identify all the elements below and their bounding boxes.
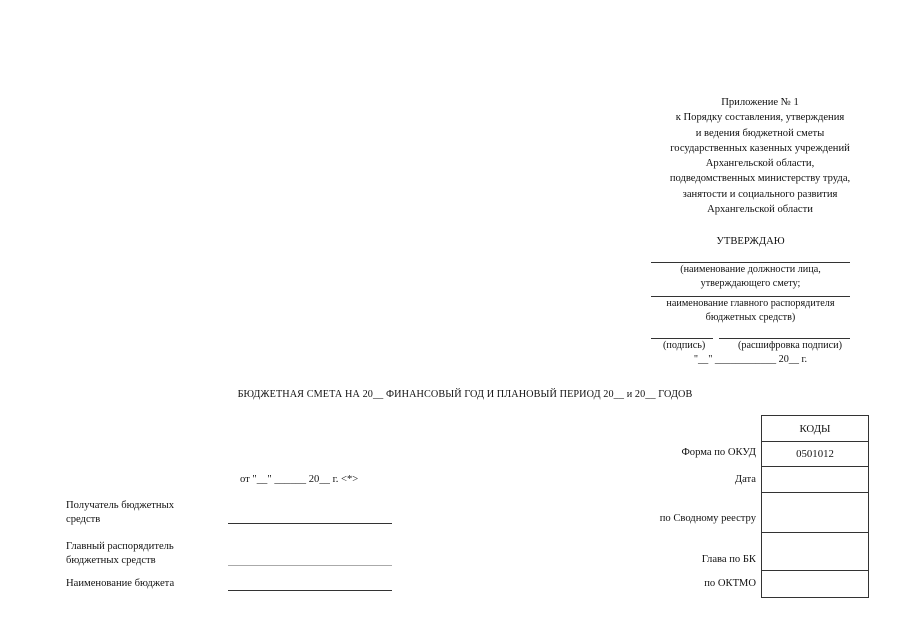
appendix-line: Приложение № 1 [721,97,799,108]
chief-label-line: Главный распорядитель [66,541,174,552]
signature-captions [651,339,850,354]
appendix-line: Архангельской области [707,204,813,216]
document-title: БЮДЖЕТНАЯ СМЕТА НА 20__ ФИНАНСОВЫЙ ГОД И ПЛАНОВЫЙ ПЕРИОД 20__ и 20__ ГОДОВ [237,389,693,400]
bk-chapter-label: Глава по БК [701,554,756,565]
appendix-line: подведомственных министерству труда, [669,173,851,185]
recipient-label [66,499,174,527]
codes-header: КОДЫ [762,416,869,442]
oktmo-label: по ОКТМО [704,578,756,589]
manager-caption: бюджетных средств) [705,312,796,323]
okud-code: 0501012 [762,442,869,467]
chief-label [66,540,174,568]
manager-caption: наименование главного распорядителя [666,297,835,309]
appendix-line: Архангельской области, [705,158,815,170]
estimate-date: от "__" ______ 20__ г. <*> [240,474,359,485]
codes-table [761,415,869,598]
chief-field [228,564,392,566]
date-label: Дата [734,474,756,485]
appendix-line: занятости и социального развития [682,188,838,200]
position-caption: (наименование должности лица, [680,263,821,275]
approval-date: "__" ____________ 20__ г. [693,354,808,365]
date-code-cell [762,467,869,493]
appendix-line: и ведения бюджетной сметы [695,127,825,139]
signature-lines [651,326,850,339]
decoding-caption: (расшифровка подписи) [738,339,842,351]
chief-label-line: бюджетных средств [66,555,156,566]
signature-line [651,326,713,339]
registry-code-cell [762,493,869,533]
appendix-block [640,95,880,217]
decoding-line [719,326,850,339]
registry-label: по Сводному реестру [659,513,756,524]
position-caption: утверждающего смету; [700,278,801,289]
approval-block [651,235,850,368]
approval-heading: УТВЕРЖДАЮ [716,236,785,247]
oktmo-code-cell [762,571,869,598]
appendix-line: государственных казенных учреждений [670,142,850,154]
okud-label: Форма по ОКУД [681,447,756,458]
recipient-label-line: Получатель бюджетных [66,500,174,511]
budget-name-field [228,589,392,591]
position-line [651,250,850,263]
appendix-line: к Порядку составления, утверждения [675,112,845,124]
budget-name-label: Наименование бюджета [66,578,175,589]
bk-chapter-code-cell [762,533,869,571]
signature-caption: (подпись) [663,339,706,351]
recipient-label-line: средств [66,514,101,525]
recipient-field [228,522,392,524]
